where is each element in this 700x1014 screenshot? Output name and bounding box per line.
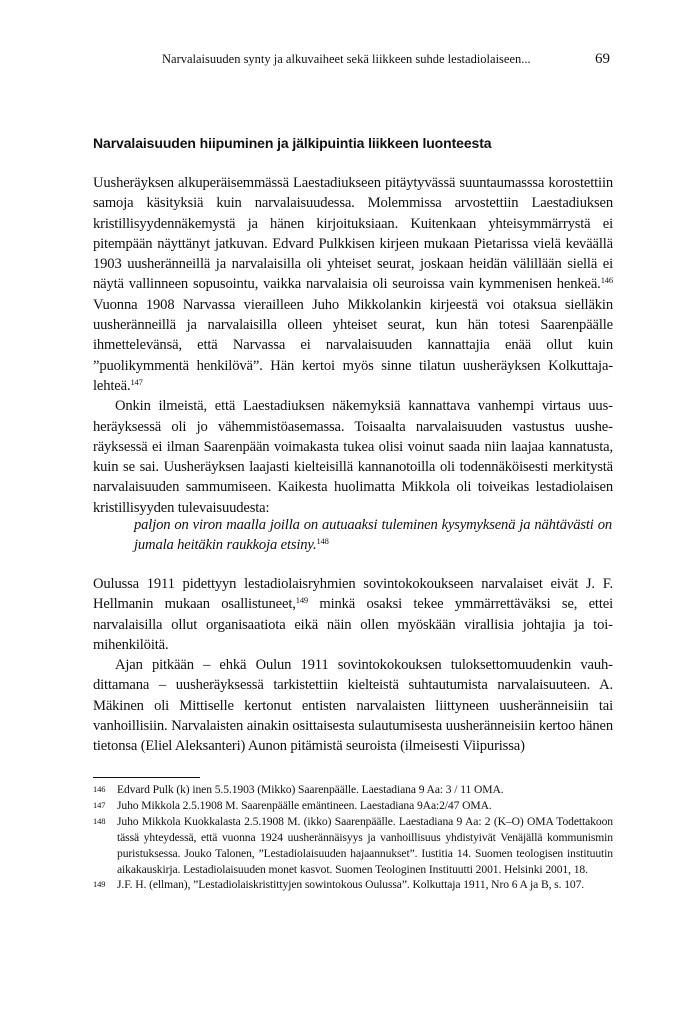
paragraph-4: Ajan pitkään – ehkä Oulun 1911 sovintokokouksen tuloksettomuudenkin vauhdittamana – uusheräyksessä tarkistettiin kielteistä suhtautumista narvalaisuuteen. A. Mäkinen oli Mittiselle kertonut entisten narvalaisten liittyneen uusheränneisiin tai vanhoillisiin. Narvalaisten ainakin osittaisesta sulautumisesta uusheränneisiin kertoo hänen tietonsa (Eliel Aleksanteri) Aunon pitämistä seuroista (ilmeisesti Viipurissa): [93, 657, 613, 755]
footnote-number: 149: [93, 879, 106, 890]
footnote-ref-149[interactable]: 149: [295, 595, 309, 606]
footnote-text: Juho Mikkola Kuokkalasta 2.5.1908 M. (ikko) Saarenpäälle. Laestadiana 9 Aa: 2 (K–O) OMA Todettakoon tässä yhteydessä, että vuonna 1924 uusherännäisyys ja vanhoillisuus yhdistyivät Venäjällä kommunismin puristuksessa. Jouko Talonen, ”Lestadiolaisuuden hajaannukset”. Iustitia 14. Suomen teologisen instituutin aikakauskirja. Lestadiolaisuuden monet kasvot. Suomen Teologinen Instituutti 2001. Helsinki 2001, 18.: [117, 814, 613, 876]
footnote-number: 147: [93, 799, 106, 810]
footnote-number: 146: [93, 784, 106, 794]
paragraph-3-part-2: minkä osaksi tekee ymmärrettäväksi se, ettei narvalaisilla ollut organisaatiota eikä näin ollen myöskään virallisia johtajia ja toimihenkilöitä.: [93, 596, 613, 653]
running-header: Narvalaisuuden synty ja alkuvaiheet sekä liikkeen suhde lestadiolaiseen...: [162, 52, 531, 66]
footnote-divider: [93, 777, 200, 778]
footnote-item: [93, 798, 613, 814]
footnote-text: Edvard Pulk (k) inen 5.5.1903 (Mikko) Saarenpäälle. Laestadiana 9 Aa: 3 / 11 OMA.: [117, 783, 504, 796]
footnote-item: [93, 782, 613, 798]
page-number: 69: [595, 51, 610, 67]
paragraph-1-part-1: Uusheräyksen alkuperäisemmässä Laestadiukseen pitäytyvässä suuntaumasssa korostettiin samoja käsityksiä kuin narvalaisuudessa. Molemmissa arvostettiin Laestadiuksen kristillisyydennäkemystä ja hänen kirjoituksiaan. Kuitenkaan yhteisymmärrystä ei pitempään näyttänyt jatkuvan. Edvard Pulkkisen kirjeen mukaan Pietarissa vielä keväällä 1903 uusheränneillä ja narvalaisilla oli yhteiset seurat, joskaan heidän välillään siellä ei näytä vallinneen sopusointu, vaikka narvalaisia oli seuroissa vain kymmenisen henkeä.: [93, 175, 613, 293]
block-quote: [134, 515, 612, 556]
body-text-upper: [93, 173, 613, 518]
section-heading: Narvalaisuuden hiipuminen ja jälkipuintia liikkeen luonteesta: [93, 135, 492, 151]
footnote-item: [93, 877, 613, 893]
footnote-number: 148: [93, 815, 106, 826]
paragraph-3-part-1: Oulussa 1911 pidettyyn lestadiolaisryhmien sovintokokoukseen narvalaiset eivät J. F. Hellmanin mukaan osallistuneet,: [93, 576, 613, 613]
paragraph-1: [93, 173, 613, 396]
footnote-text: J.F. H. (ellman), ”Lestadiolaiskristittyjen sowintokous Oulussa”. Kolkuttaja 1911, Nro 6 A ja B, s. 107.: [117, 878, 585, 892]
paragraph-2: Onkin ilmeistä, että Laestadiuksen näkemyksiä kannattava vanhempi virtaus uusheräyksessä oli jo vähemmistöasemassa. Toisaalta narvalaisuuden vastustus uusheräyksessä ei ilman Saarenpään voimakasta tukea olisi voinut saada niin laajaa kannatusta, kuin se sai. Uusheräyksen laajasti kielteisillä kannanotoilla oli todennäköisesti merkitystä narvalaisuuden sammumiseen. Kaikesta huolimatta Mikkola oli toiveikas lestadiolaisen kristillisyyden tulevaisuudesta:: [93, 398, 613, 516]
footnote-item: [93, 814, 613, 878]
footnote-ref-148[interactable]: 148: [316, 536, 329, 547]
footnote-ref-146[interactable]: 146: [600, 275, 613, 286]
footnotes: [93, 782, 613, 893]
body-text-lower: [93, 574, 613, 757]
paragraph-1-part-2: Vuonna 1908 Narvassa vierailleen Juho Mikkolankin kirjeestä voi otaksua sielläkin uusheränneillä ja narvalaisilla olleen yhteiset seurat, kun hän totesi Saarenpäälle ihmettelevänsä, että Narvassa ei narvalaisuuden kannattajia enää ollut kuin ”puolikymmentä henkilövä”. Hän kertoi myös sinne tilatun uusheräyksen Kolkuttaja-lehteä.: [93, 296, 613, 394]
quote-text: paljon on viron maalla joilla on autuaaksi tuleminen kysymyksenä ja nähtävästi on jumala heitäkin raukkoja etsiny.: [134, 517, 612, 554]
footnote-text: Juho Mikkola 2.5.1908 M. Saarenpäälle emäntineen. Laestadiana 9Aa:2/47 OMA.: [117, 798, 492, 812]
footnote-ref-147[interactable]: 147: [130, 376, 143, 387]
paragraph-3: [93, 574, 613, 655]
